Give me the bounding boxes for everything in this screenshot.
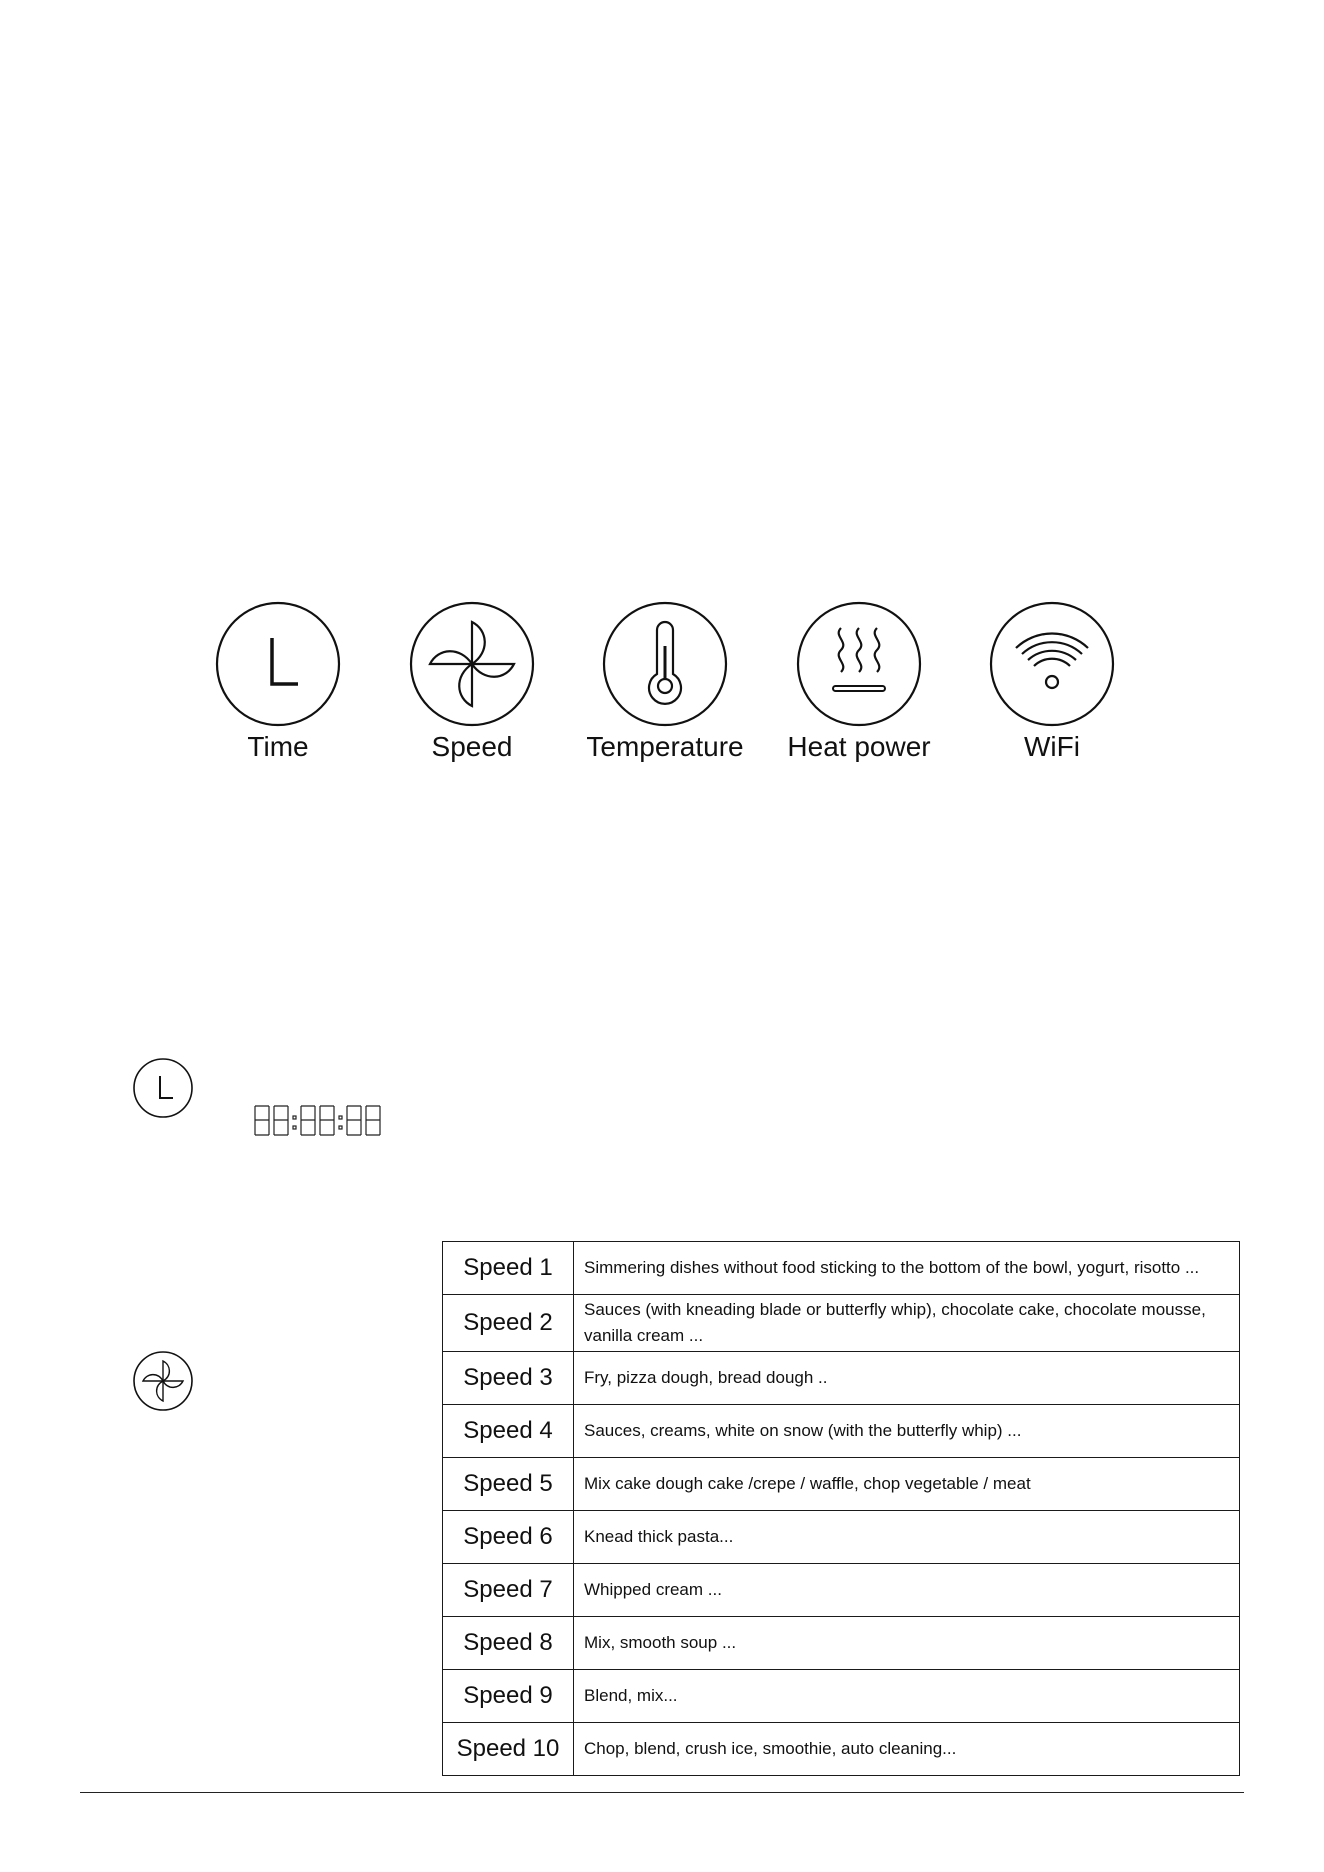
speed-control	[372, 600, 572, 764]
speed-table	[442, 1241, 1240, 1776]
icon-label-speed: Speed	[431, 731, 513, 762]
speed-level: Speed 3	[443, 1352, 574, 1405]
heat-power-control	[759, 600, 959, 764]
table-row	[443, 1352, 1240, 1405]
wifi-icon	[988, 600, 1116, 728]
speed-description: Whipped cream ...	[574, 1564, 1240, 1617]
speed-description: Sauces, creams, white on snow (with the butterfly whip) ...	[574, 1405, 1240, 1458]
speed-level: Speed 4	[443, 1405, 574, 1458]
footer-divider	[80, 1792, 1244, 1793]
clock-icon	[131, 1056, 195, 1120]
icon-label-wifi: WiFi	[1024, 731, 1080, 762]
speed-description: Mix, smooth soup ...	[574, 1617, 1240, 1670]
clock-icon	[214, 600, 342, 728]
table-row	[443, 1617, 1240, 1670]
speed-level: Speed 7	[443, 1564, 574, 1617]
table-row	[443, 1723, 1240, 1776]
speed-level: Speed 5	[443, 1458, 574, 1511]
speed-level: Speed 10	[443, 1723, 574, 1776]
table-row	[443, 1564, 1240, 1617]
icon-label-heat-power: Heat power	[787, 731, 931, 762]
table-row	[443, 1295, 1240, 1352]
table-row	[443, 1670, 1240, 1723]
speed-level: Speed 8	[443, 1617, 574, 1670]
heat-waves-icon	[795, 600, 923, 728]
temperature-control	[565, 600, 765, 764]
fan-blade-icon	[131, 1349, 195, 1413]
speed-description: Chop, blend, crush ice, smoothie, auto cleaning...	[574, 1723, 1240, 1776]
speed-description: Blend, mix...	[574, 1670, 1240, 1723]
table-row	[443, 1242, 1240, 1295]
speed-level: Speed 9	[443, 1670, 574, 1723]
seven-segment-display-icon	[252, 1104, 402, 1138]
icon-label-temperature: Temperature	[586, 731, 744, 762]
icon-label-time: Time	[247, 731, 309, 762]
speed-level: Speed 6	[443, 1511, 574, 1564]
time-control	[178, 600, 378, 764]
wifi-control	[952, 600, 1152, 764]
table-row	[443, 1458, 1240, 1511]
speed-level: Speed 1	[443, 1242, 574, 1295]
speed-level: Speed 2	[443, 1295, 574, 1352]
table-row	[443, 1405, 1240, 1458]
speed-description: Mix cake dough cake /crepe / waffle, chop vegetable / meat	[574, 1458, 1240, 1511]
fan-blade-icon	[408, 600, 536, 728]
thermometer-icon	[601, 600, 729, 728]
speed-description: Fry, pizza dough, bread dough ..	[574, 1352, 1240, 1405]
speed-description: Simmering dishes without food sticking to the bottom of the bowl, yogurt, risotto ...	[574, 1242, 1240, 1295]
table-row	[443, 1511, 1240, 1564]
speed-description: Knead thick pasta...	[574, 1511, 1240, 1564]
speed-description: Sauces (with kneading blade or butterfly whip), chocolate cake, chocolate mousse, vanilla cream ...	[574, 1295, 1240, 1352]
